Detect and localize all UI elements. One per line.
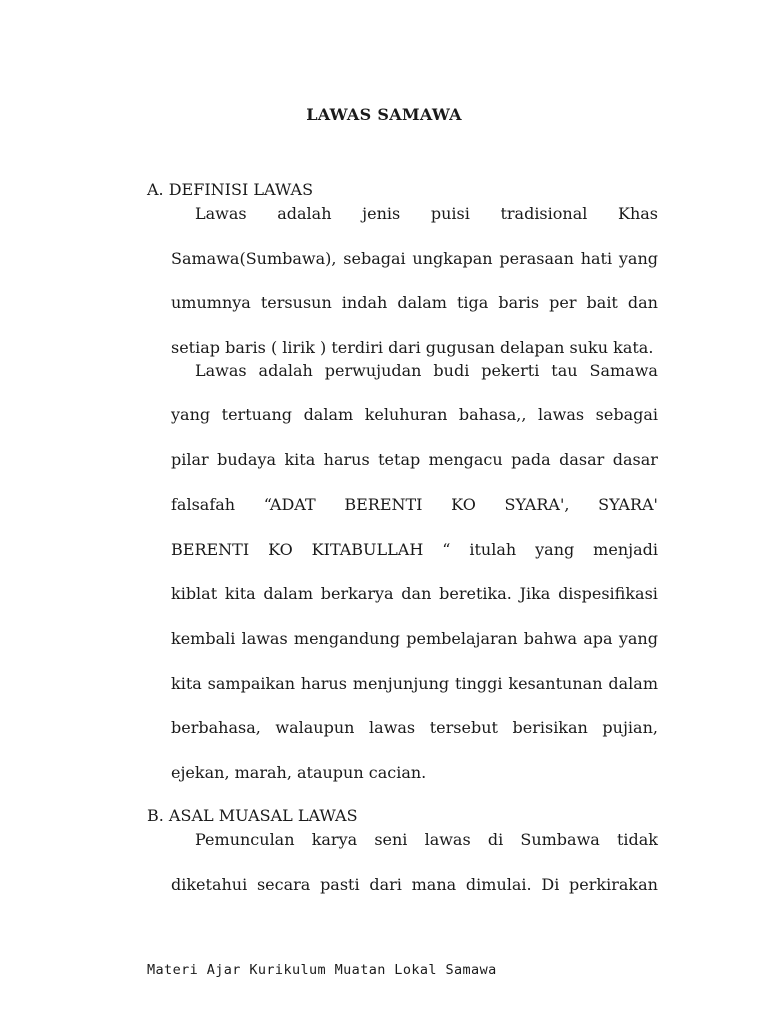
word: kembali: [171, 629, 236, 648]
word: di: [487, 830, 504, 849]
word: menjadi: [593, 540, 658, 559]
word: secara: [256, 875, 311, 894]
word: KITABULLAH: [311, 540, 424, 559]
word: umumnya: [171, 293, 251, 312]
word: bahwa: [523, 629, 578, 648]
word: diketahui: [171, 875, 248, 894]
word: budaya: [217, 450, 277, 469]
word: pilar: [171, 450, 209, 469]
word: tersebut: [429, 718, 498, 737]
word: kita: [224, 584, 256, 603]
word: “: [442, 540, 451, 559]
word: mengacu: [428, 450, 503, 469]
word: jenis: [362, 204, 401, 223]
word: Lawas: [195, 361, 247, 380]
word: adalah: [277, 204, 332, 223]
word: tersusun: [260, 293, 332, 312]
word: KO: [451, 495, 476, 514]
word: Samawa(Sumbawa),: [171, 249, 337, 268]
word: tradisional: [500, 204, 588, 223]
word: Sumbawa: [520, 830, 600, 849]
page-footer: Materi Ajar Kurikulum Muatan Lokal Samawa: [147, 962, 497, 978]
section-b-heading: B. ASAL MUASAL LAWAS: [147, 806, 358, 825]
paragraph-line: [195, 361, 658, 381]
word: dispesifikasi: [558, 584, 658, 603]
word: lawas: [369, 718, 416, 737]
word: KO: [268, 540, 293, 559]
word: yang: [618, 629, 658, 648]
word: mana: [411, 875, 457, 894]
word: harus: [323, 450, 370, 469]
word: dalam: [397, 293, 447, 312]
word: lawas: [538, 405, 585, 424]
word: karya: [311, 830, 358, 849]
word: puisi: [430, 204, 470, 223]
paragraph-line: setiap baris ( lirik ) terdiri dari gugusan delapan suku kata.: [171, 338, 654, 357]
paragraph-line: [171, 495, 658, 515]
word: itulah: [469, 540, 517, 559]
word: pasti: [320, 875, 360, 894]
word: mengandung: [293, 629, 401, 648]
word: baris: [498, 293, 540, 312]
paragraph-line: [171, 450, 658, 470]
word: bahasa,,: [458, 405, 527, 424]
word: tiga: [456, 293, 489, 312]
word: dasar: [612, 450, 658, 469]
word: Pemunculan: [195, 830, 295, 849]
section-a-heading: A. DEFINISI LAWAS: [147, 180, 314, 199]
word: bait: [586, 293, 618, 312]
word: “ADAT: [263, 495, 316, 514]
word: tidak: [616, 830, 658, 849]
word: pembelajaran: [406, 629, 518, 648]
word: perwujudan: [324, 361, 422, 380]
word: perkirakan: [569, 875, 658, 894]
word: SYARA',: [504, 495, 570, 514]
word: tertuang: [221, 405, 293, 424]
paragraph-line: [171, 875, 658, 895]
word: budi: [433, 361, 470, 380]
word: kiblat: [171, 584, 218, 603]
word: kita: [284, 450, 316, 469]
word: sebagai: [343, 249, 406, 268]
word: Di: [541, 875, 560, 894]
word: Samawa: [589, 361, 658, 380]
word: dan: [401, 584, 432, 603]
word: tetap: [378, 450, 421, 469]
word: yang: [171, 405, 211, 424]
word: SYARA': [598, 495, 658, 514]
word: Lawas: [195, 204, 247, 223]
word: tinggi: [455, 674, 503, 693]
word: lawas: [241, 629, 288, 648]
paragraph-line: [195, 830, 658, 850]
word: berisikan: [512, 718, 588, 737]
word: indah: [341, 293, 388, 312]
word: harus: [300, 674, 347, 693]
word: berbahasa,: [171, 718, 261, 737]
paragraph-line: [171, 584, 658, 604]
word: beretika.: [439, 584, 512, 603]
word: sampaikan: [207, 674, 296, 693]
word: tau: [551, 361, 578, 380]
paragraph-line: [171, 674, 658, 694]
word: hati: [580, 249, 613, 268]
word: kesantunan: [508, 674, 603, 693]
word: dari: [369, 875, 402, 894]
word: falsafah: [171, 495, 236, 514]
paragraph-line: [171, 718, 658, 738]
paragraph-line: ejekan, marah, ataupun cacian.: [171, 763, 427, 782]
word: yang: [618, 249, 658, 268]
paragraph-line: [171, 629, 658, 649]
word: kita: [171, 674, 202, 693]
word: per: [549, 293, 577, 312]
word: apa: [583, 629, 613, 648]
word: berkarya: [320, 584, 394, 603]
paragraph-line: [171, 540, 658, 560]
word: dalam: [608, 674, 658, 693]
word: dalam: [303, 405, 354, 424]
word: seni: [374, 830, 408, 849]
paragraph-line: [195, 204, 658, 224]
word: yang: [535, 540, 575, 559]
word: dalam: [263, 584, 313, 603]
word: perasaan: [499, 249, 574, 268]
paragraph-line: [171, 249, 658, 269]
paragraph-line: [171, 405, 658, 425]
word: sebagai: [595, 405, 658, 424]
word: pekerti: [481, 361, 540, 380]
word: BERENTI: [344, 495, 423, 514]
word: BERENTI: [171, 540, 250, 559]
paragraph-line: [171, 293, 658, 313]
word: walaupun: [275, 718, 355, 737]
word: keluhuran: [364, 405, 448, 424]
word: dimulai.: [465, 875, 532, 894]
word: menjunjung: [352, 674, 450, 693]
word: Jika: [519, 584, 551, 603]
word: ungkapan: [412, 249, 493, 268]
word: lawas: [424, 830, 471, 849]
word: adalah: [258, 361, 313, 380]
word: Khas: [617, 204, 658, 223]
word: dasar: [559, 450, 605, 469]
word: dan: [627, 293, 658, 312]
page-title: LAWAS SAMAWA: [306, 105, 462, 124]
word: pujian,: [602, 718, 658, 737]
word: pada: [511, 450, 551, 469]
